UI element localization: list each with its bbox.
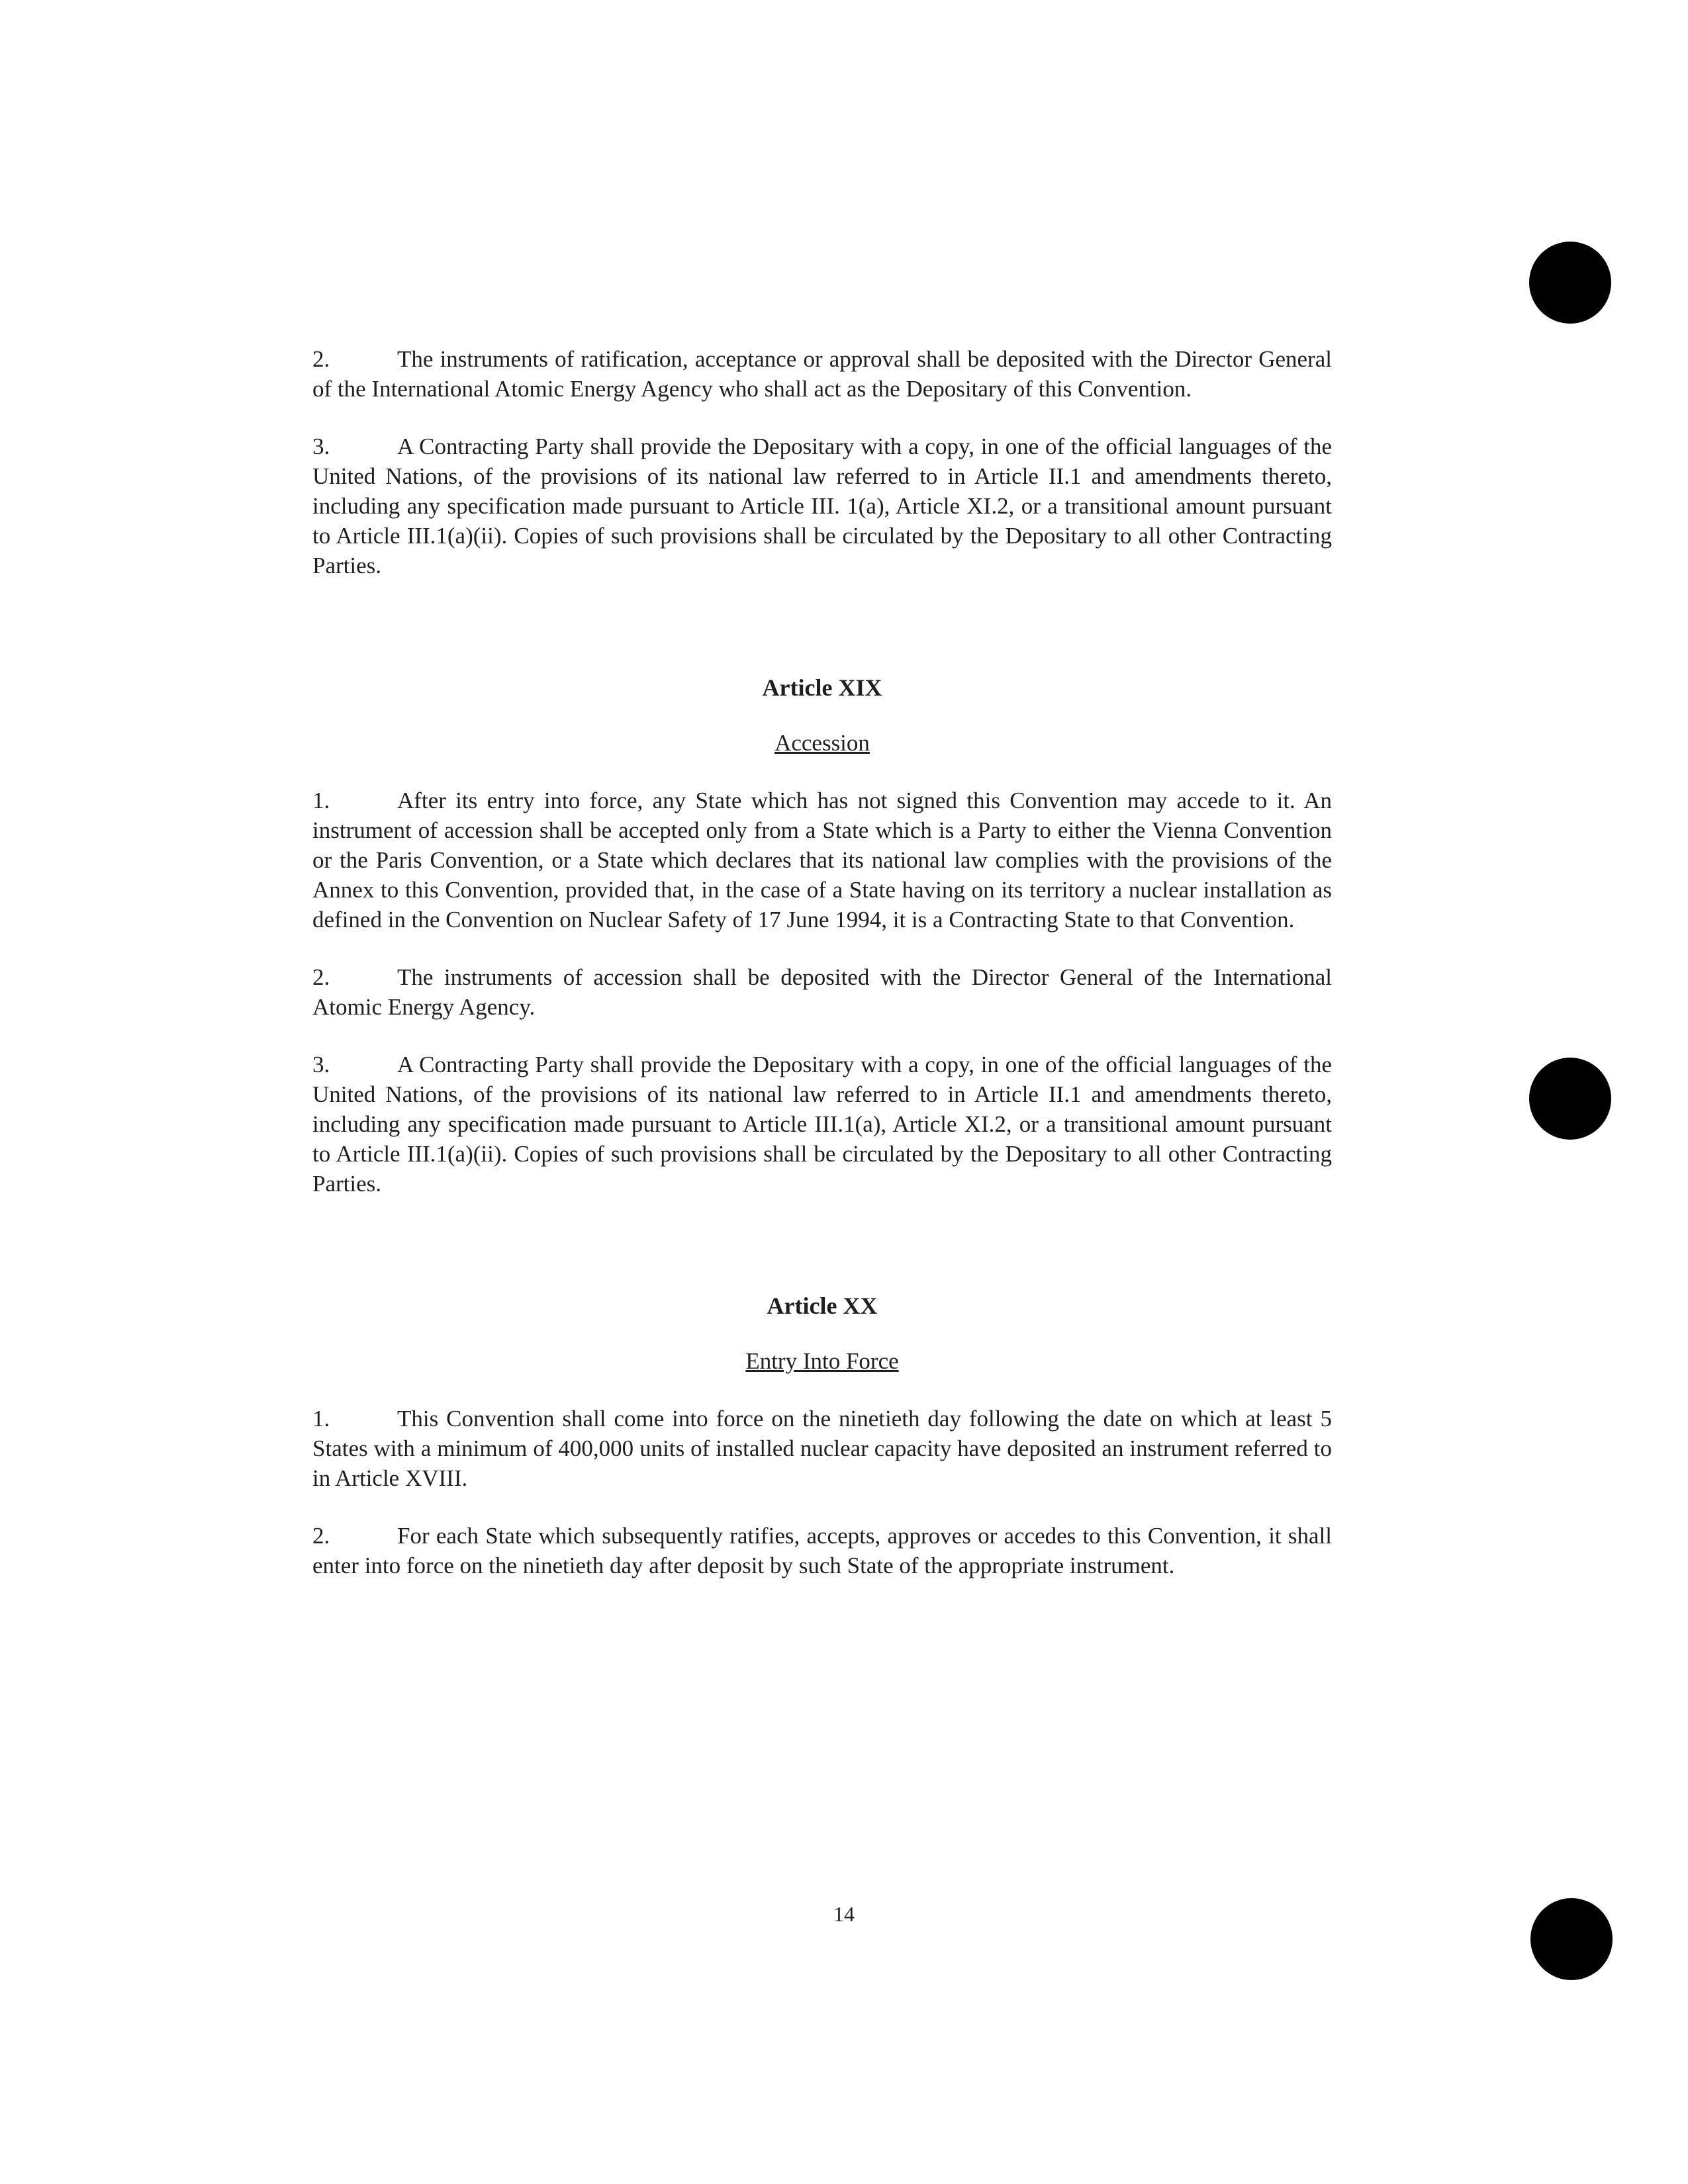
paragraph-number: 1. (312, 1406, 330, 1432)
paragraph-text: This Convention shall come into force on the ninetieth day following the date on which at least 5 States with a minimum of 400,000 units of installed nuclear capacity have deposited an instrument referred to in Article XVIII. (312, 1406, 1332, 1491)
paragraph-text: For each State which subsequently ratifies, accepts, approves or accedes to this Convention, it shall enter into force on the ninetieth day after deposit by such State of the appropriate instrument. (312, 1523, 1332, 1578)
paragraph-text: A Contracting Party shall provide the Depositary with a copy, in one of the official languages of the United Nations, of the provisions of its national law referred to in Article II.1 and amendments thereto, including any specification made pursuant to Article III.1(a), Article XI.2, or a transitional amount pursuant to Article III.1(a)(ii). Copies of such provisions shall be circulated by the Depositary to all other Contracting Parties. (312, 1052, 1332, 1197)
paragraph-number: 3. (312, 1052, 330, 1077)
article-subheading: Entry Into Force (745, 1348, 899, 1374)
document-body (312, 344, 1332, 1608)
paragraph-number: 2. (312, 964, 330, 990)
paragraph-2 (312, 1521, 1332, 1580)
article-subheading: Accession (774, 730, 870, 756)
paragraph-text: The instruments of accession shall be deposited with the Director General of the International Atomic Energy Agency. (312, 964, 1332, 1020)
paragraph-2 (312, 344, 1332, 404)
page-number: 14 (833, 1902, 855, 1926)
paragraph-1 (312, 1404, 1332, 1493)
paragraph-number: 3. (312, 433, 330, 459)
paragraph-number: 1. (312, 788, 330, 813)
paragraph-number: 2. (312, 1523, 330, 1549)
paragraph-text: After its entry into force, any State which has not signed this Convention may accede to it. An instrument of accession shall be accepted only from a State which is a Party to either the Vienna Convention or the Paris Convention, or a State which declares that its national law complies with the provisions of the Annex to this Convention, provided that, in the case of a State having on its territory a nuclear installation as defined in the Convention on Nuclear Safety of 17 June 1994, it is a Contracting State to that Convention. (312, 788, 1332, 933)
article-xx (312, 1291, 1332, 1376)
punch-hole-mark (1529, 1058, 1611, 1140)
paragraph-3 (312, 1050, 1332, 1199)
paragraph-3 (312, 432, 1332, 580)
article-xix (312, 673, 1332, 758)
paragraph-2 (312, 962, 1332, 1022)
article-heading: Article XIX (762, 674, 882, 701)
section-spacer (312, 1226, 1332, 1291)
paragraph-1 (312, 786, 1332, 934)
section-spacer (312, 608, 1332, 673)
paragraph-number: 2. (312, 346, 330, 372)
paragraph-text: The instruments of ratification, acceptance or approval shall be deposited with the Director General of the International Atomic Energy Agency who shall act as the Depositary of this Convention. (312, 346, 1332, 402)
article-heading: Article XX (767, 1293, 878, 1319)
paragraph-text: A Contracting Party shall provide the Depositary with a copy, in one of the official languages of the United Nations, of the provisions of its national law referred to in Article II.1 and amendments thereto, including any specification made pursuant to Article III. 1(a), Article XI.2, or a transitional amount pursuant to Article III.1(a)(ii). Copies of such provisions shall be circulated by the Depositary to all other Contracting Parties. (312, 433, 1332, 578)
punch-hole-mark (1529, 242, 1611, 324)
